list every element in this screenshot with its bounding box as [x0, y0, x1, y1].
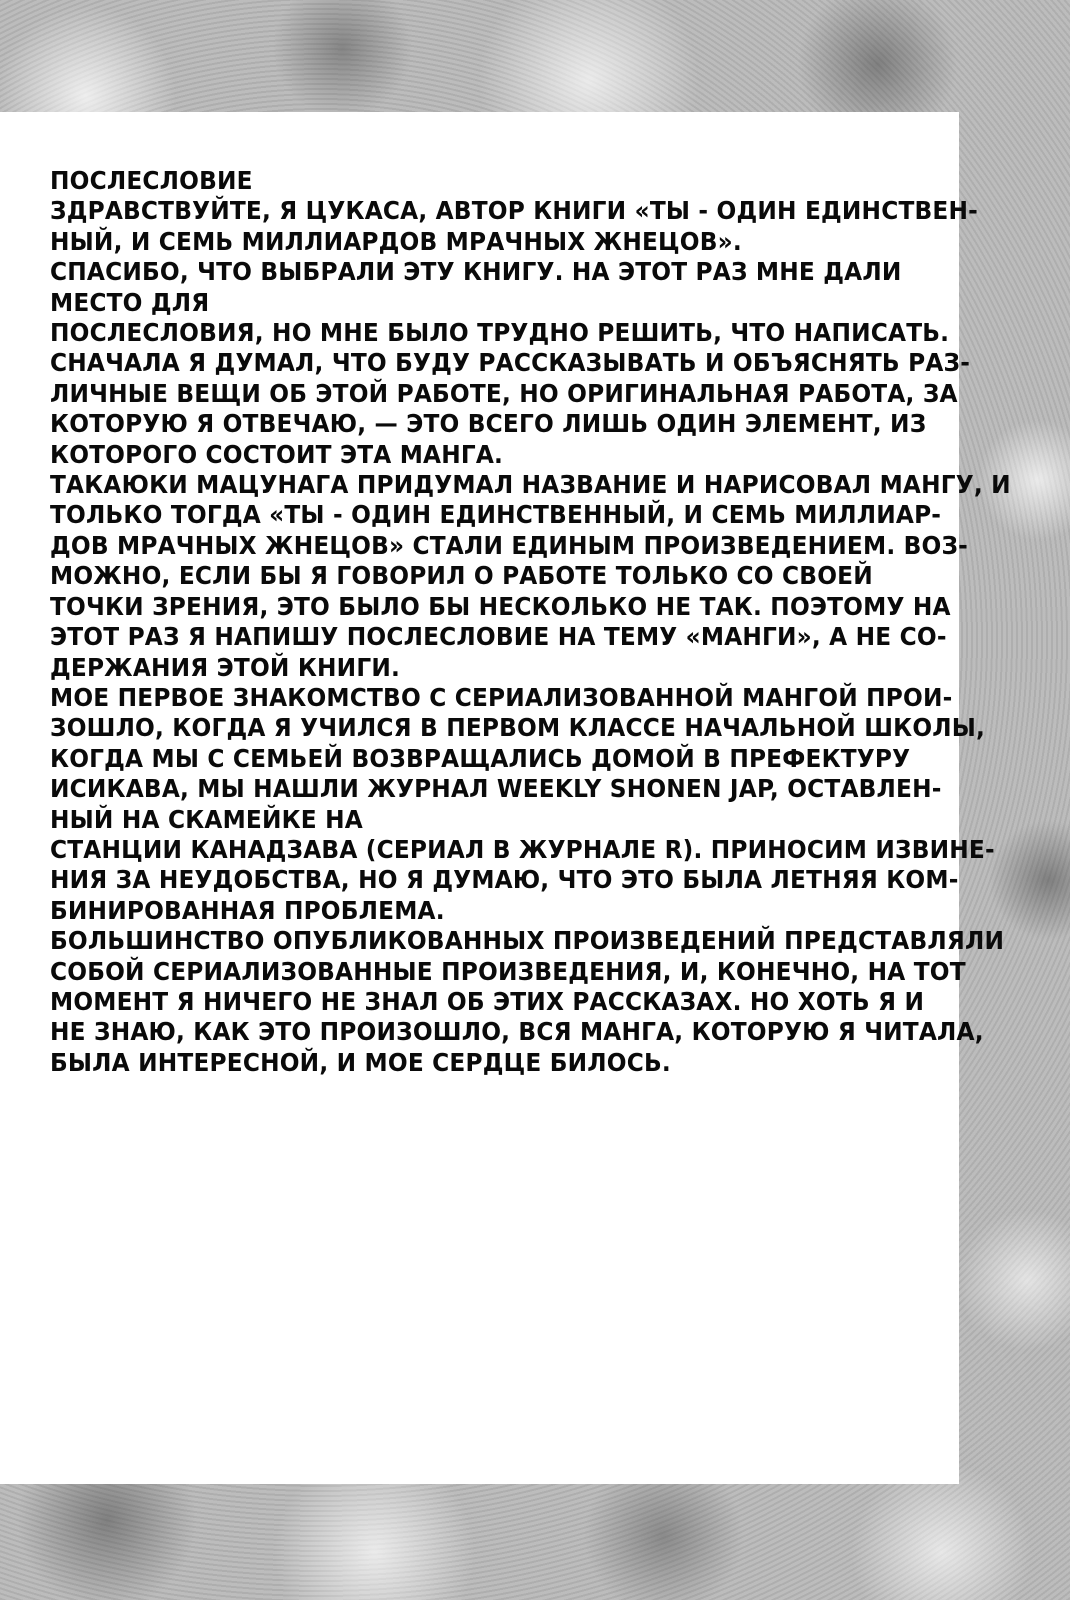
text-line: ИСИКАВА, МЫ НАШЛИ ЖУРНАЛ WEEKLY SHONEN JAP, ОСТАВЛЕН-	[50, 774, 942, 804]
text-line: МОМЕНТ Я НИЧЕГО НЕ ЗНАЛ ОБ ЭТИХ РАССКАЗАХ. НО ХОТЬ Я И	[50, 986, 925, 1016]
text-line: БОЛЬШИНСТВО ОПУБЛИКОВАННЫХ ПРОИЗВЕДЕНИЙ ПРЕДСТАВЛЯЛИ	[50, 926, 1005, 956]
text-line: НЕ ЗНАЮ, КАК ЭТО ПРОИЗОШЛО, ВСЯ МАНГА, КОТОРУЮ Я ЧИТАЛА,	[50, 1017, 984, 1047]
text-line: НЫЙ, И СЕМЬ МИЛЛИАРДОВ МРАЧНЫХ ЖНЕЦОВ».	[50, 226, 742, 256]
text-line: КОТОРОГО СОСТОИТ ЭТА МАНГА.	[50, 439, 504, 469]
text-line: ЭТОТ РАЗ Я НАПИШУ ПОСЛЕСЛОВИЕ НА ТЕМУ «МАНГИ», А НЕ СО-	[50, 622, 947, 652]
text-line: СТАНЦИИ КАНАДЗАВА (СЕРИАЛ В ЖУРНАЛЕ R). ПРИНОСИМ ИЗВИНЕ-	[50, 834, 995, 864]
text-line: ЗОШЛО, КОГДА Я УЧИЛСЯ В ПЕРВОМ КЛАССЕ НАЧАЛЬНОЙ ШКОЛЫ,	[50, 713, 986, 743]
text-line: ЗДРАВСТВУЙТЕ, Я ЦУКАСА, АВТОР КНИГИ «ТЫ - ОДИН ЕДИНСТВЕН-	[50, 196, 978, 226]
text-line: ДЕРЖАНИЯ ЭТОЙ КНИГИ.	[50, 652, 400, 682]
text-line: СОБОЙ СЕРИАЛИЗОВАННЫЕ ПРОИЗВЕДЕНИЯ, И, КОНЕЧНО, НА ТОТ	[50, 956, 966, 986]
afterword-heading: ПОСЛЕСЛОВИЕ	[50, 166, 253, 195]
text-line: МЕСТО ДЛЯ	[50, 287, 210, 317]
text-line: ПОСЛЕСЛОВИЯ, НО МНЕ БЫЛО ТРУДНО РЕШИТЬ, ЧТО НАПИСАТЬ.	[50, 318, 950, 348]
afterword-text-block	[50, 166, 1011, 1078]
text-line: БЫЛА ИНТЕРЕСНОЙ, И МОЕ СЕРДЦЕ БИЛОСЬ.	[50, 1047, 671, 1077]
text-line: ТОЛЬКО ТОГДА «ТЫ - ОДИН ЕДИНСТВЕННЫЙ, И СЕМЬ МИЛЛИАР-	[50, 500, 942, 530]
text-line: НЫЙ НА СКАМЕЙКЕ НА	[50, 804, 363, 834]
text-line: ТАКАЮКИ МАЦУНАГА ПРИДУМАЛ НАЗВАНИЕ И НАРИСОВАЛ МАНГУ, И	[50, 470, 1011, 500]
text-line: ТОЧКИ ЗРЕНИЯ, ЭТО БЫЛО БЫ НЕСКОЛЬКО НЕ ТАК. ПОЭТОМУ НА	[50, 591, 951, 621]
text-line: МОЖНО, ЕСЛИ БЫ Я ГОВОРИЛ О РАБОТЕ ТОЛЬКО СО СВОЕЙ	[50, 561, 873, 591]
text-line: БИНИРОВАННАЯ ПРОБЛЕМА.	[50, 895, 445, 925]
text-line: СНАЧАЛА Я ДУМАЛ, ЧТО БУДУ РАССКАЗЫВАТЬ И ОБЪЯСНЯТЬ РАЗ-	[50, 348, 971, 378]
text-line: ДОВ МРАЧНЫХ ЖНЕЦОВ» СТАЛИ ЕДИНЫМ ПРОИЗВЕДЕНИЕМ. ВОЗ-	[50, 530, 969, 560]
text-line: КОТОРУЮ Я ОТВЕЧАЮ, — ЭТО ВСЕГО ЛИШЬ ОДИН ЭЛЕМЕНТ, ИЗ	[50, 409, 927, 439]
text-line: СПАСИБО, ЧТО ВЫБРАЛИ ЭТУ КНИГУ. НА ЭТОТ РАЗ МНЕ ДАЛИ	[50, 257, 902, 287]
text-line: НИЯ ЗА НЕУДОБСТВА, НО Я ДУМАЮ, ЧТО ЭТО БЫЛА ЛЕТНЯЯ КОМ-	[50, 865, 959, 895]
text-line: ЛИЧНЫЕ ВЕЩИ ОБ ЭТОЙ РАБОТЕ, НО ОРИГИНАЛЬНАЯ РАБОТА, ЗА	[50, 378, 958, 408]
text-line: МОЕ ПЕРВОЕ ЗНАКОМСТВО С СЕРИАЛИЗОВАННОЙ МАНГОЙ ПРОИ-	[50, 682, 953, 712]
text-line: КОГДА МЫ С СЕМЬЕЙ ВОЗВРАЩАЛИСЬ ДОМОЙ В ПРЕФЕКТУРУ	[50, 743, 911, 773]
